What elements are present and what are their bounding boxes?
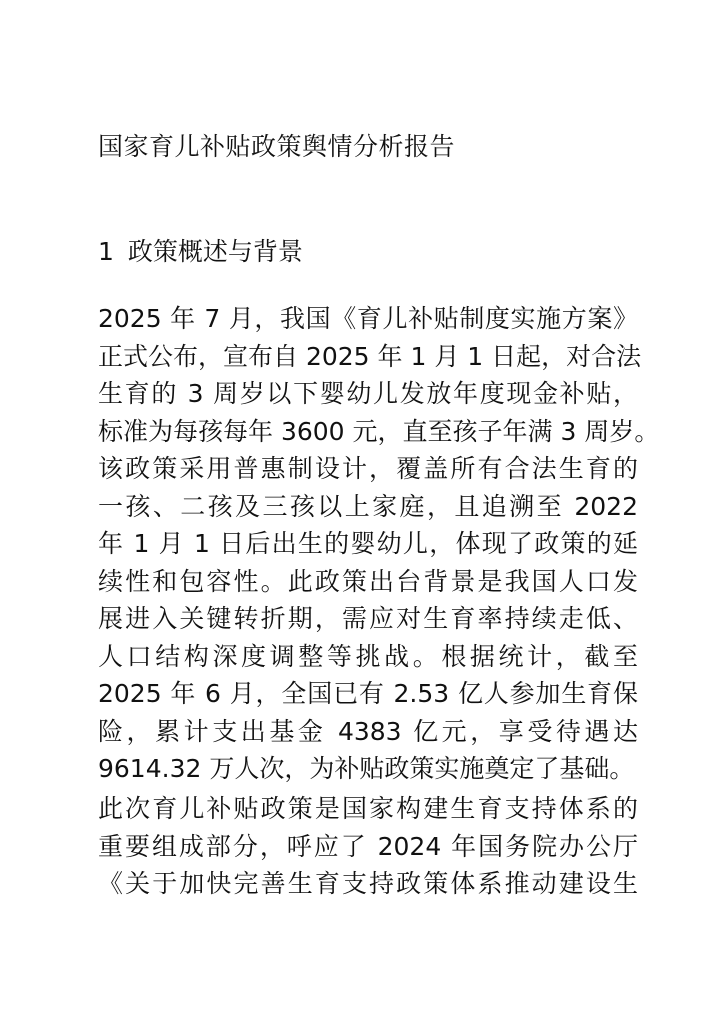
paragraph-line: 2025 年 7 月，我国《育儿补贴制度实施方案》 [98, 304, 638, 333]
paragraph-line: 标准为每孩每年 3600 元，直至孩子年满 3 周岁。 [98, 416, 660, 446]
document-title: 国家育儿补贴政策舆情分析报告 [98, 132, 456, 161]
section-heading-text: 政策概述与背景 [127, 237, 303, 266]
paragraph-line: 此次育儿补贴政策是国家构建生育支持体系的 [98, 794, 638, 823]
paragraph-policy-context [98, 790, 638, 903]
paragraph-line: 人口结构深度调整等挑战。根据统计，截至 [98, 641, 638, 671]
paragraph-line: 年 1 月 1 日后出生的婴幼儿，体现了政策的延 [98, 529, 638, 558]
paragraph-line: 9614.32 万人次，为补贴政策实施奠定了基础。 [98, 754, 635, 783]
paragraph-line: 该政策采用普惠制设计，覆盖所有合法生育的 [98, 454, 638, 483]
section-number: 1 [98, 237, 114, 266]
paragraph-line: 2025 年 6 月，全国已有 2.53 亿人参加生育保 [98, 679, 638, 708]
paragraph-policy-overview [98, 300, 660, 788]
paragraph-line: 重要组成部分，呼应了 2024 年国务院办公厅 [98, 831, 638, 861]
paragraph-line: 续性和包容性。此政策出台背景是我国人口发 [98, 566, 638, 596]
paragraph-line: 一孩、二孩及三孩以上家庭，且追溯至 2022 [98, 491, 638, 521]
paragraph-line: 《关于加快完善生育支持政策体系推动建设生 [98, 869, 638, 898]
section-heading [98, 233, 303, 271]
paragraph-line: 展进入关键转折期，需应对生育率持续走低、 [98, 604, 638, 633]
paragraph-line: 险，累计支出基金 4383 亿元，享受待遇达 [98, 716, 638, 746]
paragraph-line: 生育的 3 周岁以下婴幼儿发放年度现金补贴， [98, 379, 638, 408]
paragraph-line: 正式公布，宣布自 2025 年 1 月 1 日起，对合法 [98, 341, 642, 371]
